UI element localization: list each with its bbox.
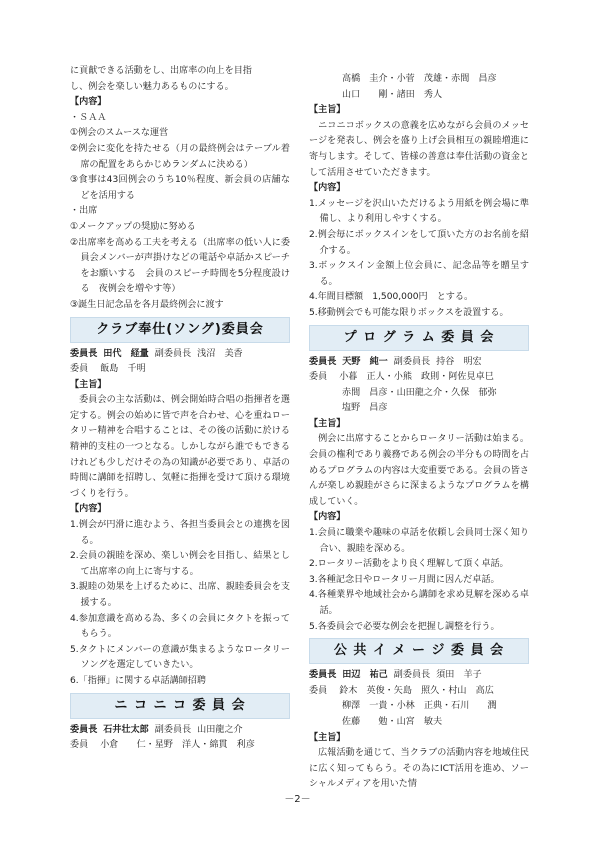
- public-image-roster-line-2: [309, 684, 529, 700]
- shushi-heading: 【主旨】: [309, 732, 346, 743]
- saa-item: ③食事は43回例会のうち10％程度、新会員の店舗などを活用する: [70, 175, 290, 201]
- naiyo-heading: 【内容】: [70, 504, 107, 515]
- public-image-purpose: 広報活動を通じて、当クラブの活動内容を地域住民に広く知ってもらう。その為にICT活用を進め、ソーシャルメディアを用いた情: [309, 748, 529, 790]
- program-item: 3.各種記念日やロータリー月間に因んだ卓話。: [309, 574, 500, 585]
- program-item: 4.各種業界や地域社会から講師を求め見解を深める卓話。: [309, 590, 529, 616]
- program-item: 1.会員に職業や趣味の卓話を依頼し会員同士深く知り合い、親睦を深める。: [309, 528, 529, 554]
- intro-line-2: し、例会を楽しい魅力あるものにする。: [70, 81, 234, 92]
- right-column: [309, 72, 529, 793]
- naiyo-heading: 【内容】: [309, 183, 346, 194]
- program-committee-title: プ ロ グ ラ ム 委 員 会: [309, 325, 529, 351]
- member-names: 鈴木 英俊・矢島 照久・村山 高広: [339, 685, 494, 696]
- program-roster-line-1: [309, 355, 529, 371]
- member-names: 山口 剛・諸田 秀人: [342, 89, 443, 100]
- chair-role: 委員長: [309, 356, 337, 367]
- vice-chair-name: 山田龍之介: [197, 724, 243, 735]
- club-service-roster-line-2: [70, 362, 290, 378]
- program-item: 5.各委員会で必要な例会を把握し調整を行う。: [309, 621, 500, 632]
- attendance-label: ・出席: [70, 206, 98, 217]
- chair-name: 天野 純一: [342, 356, 388, 367]
- vice-chair-name: 須田 羊子: [436, 670, 482, 681]
- niconico-roster-line-1: [70, 723, 290, 739]
- niconico-item: 3.ボックスイン金額上位会員に、記念品等を贈呈する。: [309, 261, 529, 287]
- vice-chair-name: 浅沼 美香: [197, 348, 243, 359]
- member-names: 柳澤 一貴・小林 正典・石川 潤: [342, 701, 497, 712]
- vice-chair-role: 副委員長: [154, 348, 192, 359]
- niconico-committee-title: ニ コ ニ コ 委 員 会: [70, 693, 290, 719]
- club-service-committee-title: クラブ奉仕(ソング)委員会: [70, 317, 290, 343]
- saa-label: ・ＳＡＡ: [70, 112, 107, 123]
- vice-chair-role: 副委員長: [154, 724, 192, 735]
- club-service-item: 1.例会が円滑に進むよう、各担当委員会との連携を図る。: [70, 520, 290, 546]
- chair-role: 委員長: [70, 724, 98, 735]
- chair-role: 委員長: [70, 348, 98, 359]
- member-names: 塩野 昌彦: [342, 403, 388, 414]
- member-role: 委員: [70, 364, 89, 375]
- niconico-item: 1.メッセージを沢山いただけるよう用紙を例会場に準備し、より利用しやすくする。: [309, 198, 529, 225]
- naiyo-heading: 【内容】: [70, 97, 107, 108]
- club-service-roster-line-1: [70, 347, 290, 363]
- chair-name: 田代 経量: [103, 348, 149, 359]
- niconico-item: 4.年間目標額 1,500,000円 とする。: [309, 292, 474, 303]
- club-service-item: 2.会員の親睦を深め、楽しい例会を目指し、結果として出席率の向上に寄与する。: [70, 551, 290, 577]
- vice-chair-role: 副委員長: [393, 356, 431, 367]
- club-service-item: 3.親睦の効果を上げるために、出席、親睦委員会を支援する。: [70, 582, 290, 608]
- member-names: 高橋 圭介・小菅 茂雄・赤間 昌彦: [342, 74, 497, 84]
- niconico-item: 2.例会毎にボックスインをして頂いた方のお名前を紹介する。: [309, 229, 529, 256]
- shushi-heading: 【主旨】: [70, 379, 107, 390]
- member-names: 佐藤 勉・山宮 敏夫: [342, 716, 443, 727]
- program-item: 2.ロータリー活動をより良く理解して頂く卓話。: [309, 559, 509, 570]
- club-service-purpose: 委員会の主な活動は、例会開始時合唱の指揮者を選定する。例会の始めに皆で声を合わせ、心を重ねロータリー精神を合唱することは、その後の活動に於ける精神的支柱の一つとなる。しかしながら誰でもできるけれども少しだけその為の知識が必要であり、卓話の時間に講師を招聘し、気軽に指揮を受けて頂ける環境づくりを行う。: [70, 395, 290, 499]
- saa-item: ②例会に変化を持たせる（月の最終例会はテーブル着席の配置をあらかじめランダムに決める）: [70, 143, 290, 170]
- saa-item: ①例会のスムースな運営: [70, 128, 169, 139]
- vice-chair-name: 持谷 明宏: [436, 356, 482, 367]
- naiyo-heading: 【内容】: [309, 512, 346, 523]
- attendance-item: ①メークアップの奨励に努める: [70, 221, 196, 232]
- member-names: 小倉 仁・星野 洋人・綿貫 利彦: [100, 740, 255, 751]
- intro-line-1: に貢献できる活動をし、出席率の向上を目指: [70, 66, 252, 76]
- shushi-heading: 【主旨】: [309, 105, 346, 116]
- chair-role: 委員長: [309, 670, 337, 681]
- member-names: 飯島 千明: [100, 364, 146, 375]
- program-purpose: 例会に出席することからロータリー活動は始まる。会員の権利であり義務である例会の半分もの時間を占めるプログラムの内容は大変重要である。会員の皆さんが楽しめ親睦がさらに深まるようなプログラムを構成していく。: [309, 434, 529, 507]
- program-roster-line-2: [309, 370, 529, 386]
- page-number: －2－: [284, 794, 311, 805]
- niconico-item: 5.移動例会でも可能な限りボックスを設置する。: [309, 307, 509, 318]
- attendance-item: ②出席率を高める工夫を考える（出席率の低い人に委員会メンバーが声掛けなどの電話や卓話かスピーチをお願いする 会員のスピーチ時間を5分程度設ける 夜例会を増やす等）: [70, 237, 290, 295]
- member-names: 赤間 昌彦・山田龍之介・久保 郁弥: [342, 387, 497, 398]
- shushi-heading: 【主旨】: [309, 418, 346, 429]
- niconico-roster-line-2: [70, 738, 290, 754]
- member-role: 委員: [309, 372, 328, 383]
- club-service-item: 4.参加意識を高める為、多くの会員にタクトを振ってもらう。: [70, 613, 290, 640]
- member-role: 委員: [309, 685, 328, 696]
- public-image-roster-line-1: [309, 668, 529, 684]
- public-image-committee-title: 公 共 イ メ ー ジ 委 員 会: [309, 638, 529, 664]
- chair-name: 田辺 祐己: [342, 670, 388, 681]
- club-service-item: 5.タクトにメンバーの意識が集まるようなロータリーソングを選定していきたい。: [70, 644, 290, 671]
- attendance-item: ③誕生日記念品を各月最終例会に渡す: [70, 299, 224, 310]
- left-column: [70, 64, 290, 754]
- member-role: 委員: [70, 740, 89, 751]
- member-names: 小暮 正人・小熊 政則・阿佐見卓巳: [339, 372, 494, 383]
- club-service-item: 6.「指揮」に関する卓話講師招聘: [70, 675, 206, 686]
- chair-name: 石井壮太郎: [103, 724, 149, 735]
- niconico-purpose: ニコニコボックスの意義を広めながら会員のメッセージを発表し、例会を盛り上げ会員相互の親睦増進に寄与します。そして、皆様の善意は奉仕活動の資金として活用させていただきます。: [309, 120, 529, 178]
- vice-chair-role: 副委員長: [393, 670, 431, 681]
